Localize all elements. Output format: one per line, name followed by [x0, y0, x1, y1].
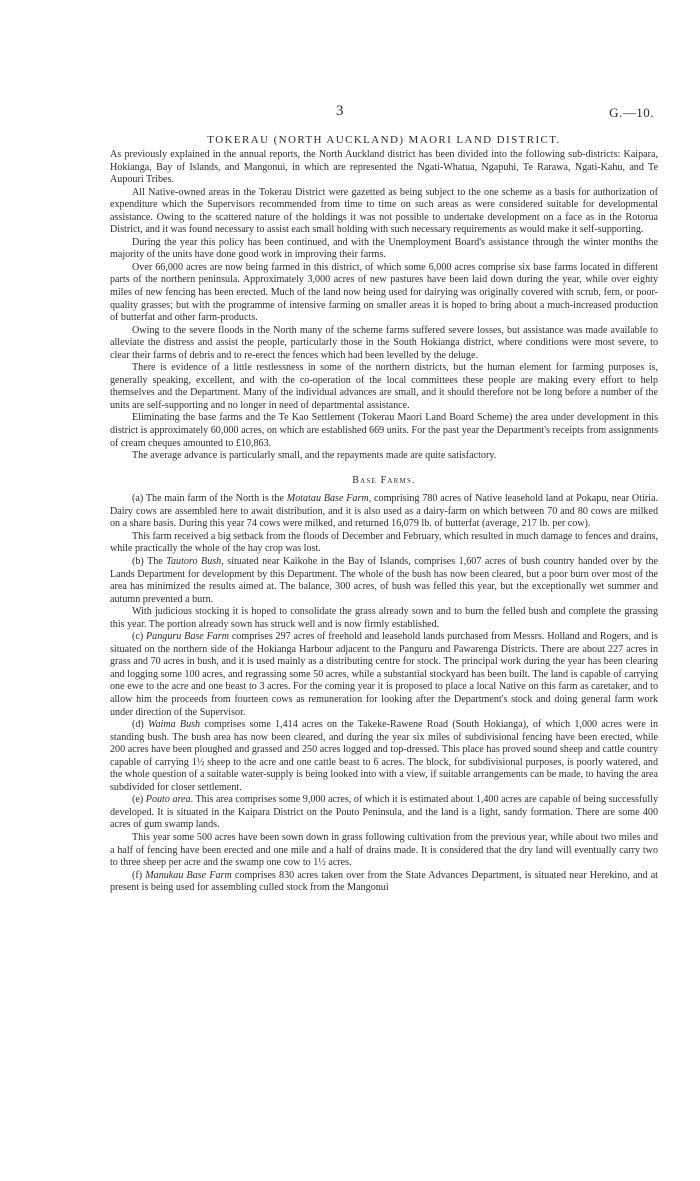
paragraph-text: (f) — [132, 869, 146, 881]
farm-name: Waima Bush — [148, 719, 201, 731]
farm-name: Tautoro Bush — [166, 555, 222, 567]
farm-name: Motatau Base Farm — [286, 493, 369, 505]
paragraph: All Native-owned areas in the Tokerau District were gazetted as being subject to the one scheme as a basis for authorization of expenditure which the Supervisors recommended from time to time on such areas as were considered suitable for developmental assistance. Owing to the scattered nature of the holdings it was not possible to undertake development on a face as in the Rotorua District, and it was found necessary to assist each small holding with such necessary requirements as would make it self-supporting. — [110, 186, 658, 236]
paragraph-text: comprises some 1,414 acres on the Takeke-Rawene Road (South Hokianga), of which 1,000 acres were in standing bush. The bush area has now been cleared, and during the year six miles of subdivisional fencing have been erected, while 200 acres have been ploughed and grassed and 250 acres logged and top-dressed. This place has proved sound sheep and cattle country capable of carrying 1½ sheep to the acre and one cattle beast to 6 acres. The block, for subdivisional purposes, is poorly watered, and the whole question of a suitable water-supply is being looked into with a view, if suitable arrangements can be made, to having the area subdivided for closer settlement. — [110, 719, 658, 793]
farm-paragraph — [110, 556, 658, 606]
farm-name: Manukau Base Farm — [145, 869, 232, 881]
farm-paragraph — [110, 870, 658, 895]
paragraph: As previously explained in the annual reports, the North Auckland district has been divided into the following sub-districts: Kaipara, Hokianga, Bay of Islands, and Mangonui, in which are represented the Ngati-Whatua, Ngapuhi, Te Rarawa, Ngati-Kahu, and Te Aupouri Tribes. — [110, 149, 658, 186]
paragraph-text: (c) — [132, 631, 147, 643]
paragraph-text: (e) — [132, 794, 146, 806]
farm-paragraph — [110, 832, 658, 870]
paragraph: Eliminating the base farms and the Te Kao Settlement (Tokerau Maori Land Board Scheme) the area under development in this district is approximately 60,000 acres, on which are established 669 units. For the past year the Department's receipts from assignments of cream cheques amounted to £10,863. — [110, 412, 658, 449]
subheading: Base Farms. — [352, 474, 416, 486]
paragraph-text: comprises 830 acres taken over from the State Advances Department, is situated near Herekino, and at present is being used for assembling culled stock from the Mangonui — [110, 869, 658, 894]
paragraph-text: comprises 297 acres of freehold and leasehold lands purchased from Messrs. Holland and Rogers, and is situated on the northern side of the Hokianga Harbour adjacent to the Panguru and Pawarenga Districts. There are about 227 acres in grass and 70 acres in bush, and it is used mainly as a distributing centre for stock. The principal work during the year has been clearing and logging some 100 acres, and regrassing some 50 acres, while a substantial stockyard has been built. The land is capable of carrying one ewe to the acre and one beast to 3 acres. For the coming year it is proposed to place a local Native on this farm as caretaker, and to allow him the proceeds from fourteen cows as remuneration for looking after the Department's stock and doing general farm work under direction of the Supervisor. — [110, 631, 658, 718]
paragraph-text: (d) — [132, 719, 149, 731]
paragraph-text: , comprising 780 acres of Native leasehold land at Pokapu, near Otiria. Dairy cows are assembled here to await distribution, and it is also used as a dairy-farm on which between 70 and 80 cows are milked on a share basis. During this year 74 cows were milked, and returned 16,079 lb. of butterfat (average, 217 lb. per cow). — [110, 493, 658, 530]
page-number: 3 — [336, 103, 344, 119]
farm-paragraph — [110, 794, 658, 832]
farm-paragraph — [110, 631, 658, 719]
paragraph-text: This year some 500 acres have been sown down in grass following cultivation from the previous year, while about two miles and a half of fencing have been erected and one mile and a half of drains made. It is considered that the dry land will eventually carry two to three sheep per acre and the swamp one cow to 1½ acres. — [110, 831, 658, 869]
farm-name: Pouto area — [145, 794, 191, 806]
section-title: TOKERAU (NORTH AUCKLAND) MAORI LAND DISTRICT. — [207, 134, 561, 146]
farm-paragraph — [110, 531, 658, 556]
document-reference: G.—10. — [609, 105, 654, 120]
farm-paragraph — [110, 606, 658, 631]
farm-paragraph — [110, 719, 658, 794]
paragraph: Owing to the severe floods in the North many of the scheme farms suffered severe losses, but assistance was made available to alleviate the distress and assist the people, particularly those in the South Hokianga district, where conditions were most severe, to clear their farms of debris and to re-erect the fences which had been levelled by the deluge. — [110, 324, 658, 361]
farm-name: Panguru Base Farm — [146, 631, 230, 643]
paragraph-text: (b) The — [132, 555, 167, 567]
paragraph: Over 66,000 acres are now being farmed in this district, of which some 6,000 acres comprise six base farms located in different parts of the northern peninsula. Approximately 3,000 acres of new pastures have been laid down during the year, while over eighty miles of new fencing has been erected. Much of the land now being used for dairying was originally covered with scrub, fern, or poor-quality grasses; but with the programme of intensive farming on smaller areas it is hoped to bring about a much-increased production of butterfat and other farm-products. — [110, 261, 658, 324]
paragraph: During the year this policy has been continued, and with the Unemployment Board's assistance through the winter months the majority of the units have done good work in improving their farms. — [110, 236, 658, 261]
document-body — [110, 149, 658, 895]
farm-paragraph — [110, 493, 658, 531]
paragraph: The average advance is particularly small, and the repayments made are quite satisfactory. — [132, 450, 497, 462]
paragraph-text: . This area comprises some 9,000 acres, of which it is estimated about 1,400 acres are capable of being successfully developed. It is situated in the Kaipara District on the Pouto Peninsula, and the land is a light, sandy formation. There are some 400 acres of gum swamp lands. — [110, 794, 658, 831]
paragraph-text: , situated near Kaikohe in the Bay of Islands, comprises 1,607 acres of bush country handed over by the Lands Department for development by this Department. The whole of the bush has now been cleared, but a poor burn over most of the area has minimized the results aimed at. The balance, 300 acres, of bush was felled this year, but the exceptionally wet summer and autumn prevented a burn. — [110, 555, 658, 605]
paragraph: There is evidence of a little restlessness in some of the northern districts, but the human element for farming purposes is, generally speaking, excellent, and with the co-operation of the local committees these people are making every effort to help themselves and the Department. Many of the individual advances are small, and it should therefore not be long before a number of the units are self-supporting and no longer in need of departmental assistance. — [110, 362, 658, 411]
paragraph-text: This farm received a big setback from the floods of December and February, which resulted in much damage to fences and drains, while practically the whole of the hay crop was lost. — [110, 530, 658, 555]
paragraph-text: With judicious stocking it is hoped to consolidate the grass already sown and to burn the felled bush and complete the grassing this year. The portion already sown has struck well and is now firmly established. — [110, 606, 658, 630]
paragraph-text: (a) The main farm of the North is the — [132, 493, 287, 505]
page-header — [0, 103, 700, 125]
